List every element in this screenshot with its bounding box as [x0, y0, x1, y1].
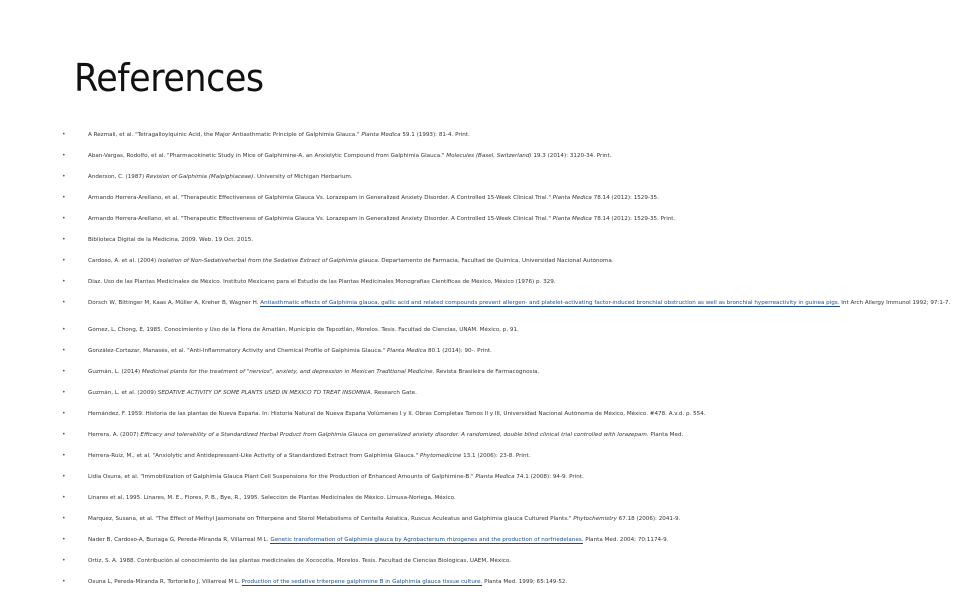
reference-item: [62, 258, 952, 279]
reference-item: [62, 558, 952, 579]
reference-segment: Planta Med. 2004; 70:1174-9.: [583, 537, 669, 543]
reference-text: [88, 327, 519, 333]
reference-segment: Cardoso, A. et al. (2004): [88, 258, 159, 264]
bullet-icon: •: [62, 348, 66, 354]
reference-text: [88, 390, 417, 396]
reference-item: [62, 474, 952, 495]
reference-italic: Planta Medica: [552, 195, 592, 201]
bullet-icon: •: [62, 516, 66, 522]
reference-text: [88, 300, 950, 307]
bullet-icon: •: [62, 216, 66, 222]
bullet-icon: •: [62, 453, 66, 459]
reference-item: [62, 411, 952, 432]
reference-italic: Isolation of Non-Sedativeherbal from the Sedative Extract of Galphimia glauca.: [158, 258, 380, 264]
bullet-icon: •: [62, 495, 66, 501]
reference-list: [62, 132, 952, 600]
reference-segment: Planta Med. 1999; 65:149-52.: [482, 579, 568, 585]
reference-item: [62, 369, 952, 390]
reference-text: [88, 411, 706, 417]
reference-segment: Dorsch W, Bittinger M, Kaas A, Müller A, Kreher B, Wagner H.: [88, 300, 261, 306]
reference-item: [62, 195, 952, 216]
reference-segment: Ortiz, S. A. 1988. Contribución al conocimiento de las plantas medicinales de Xococotla, Morelos. Tesis. Facultad de Ciencias Biológicas, UAEM, México.: [88, 558, 511, 564]
reference-segment: 78.14 (2012): 1529-35. Print.: [591, 216, 676, 222]
reference-text: [88, 174, 353, 180]
reference-segment: 67.18 (2006): 2041-9.: [616, 516, 681, 522]
reference-segment: Armando Herrera-Arellano, et al. "Therapeutic Effectiveness of Galphimia Glauca Vs. Lorazepam in Generalized Anxiety Disorder. A Controlled 15-Week Clinical Trial.": [88, 216, 553, 222]
bullet-icon: •: [62, 132, 66, 138]
reference-italic: Revision of Galphimia (Malpighiaceae).: [145, 174, 256, 180]
reference-link[interactable]: Production of the sedative triterpene galphimine B in Galphimia glauca tissue culture.: [241, 579, 483, 585]
reference-segment: Herrera, A. (2007): [88, 432, 141, 438]
bullet-icon: •: [62, 195, 66, 201]
reference-italic: Molecules (Basel, Switzerland): [446, 153, 532, 159]
reference-segment: González-Cortazar, Manasés, et al. "Anti-Inflammatory Activity and Chemical Profile of Galphimia Glauca.": [88, 348, 388, 354]
reference-segment: Gómez, L, Chong, E, 1985. Conocimiento y Uso de la Flora de Amatlán, Municipio de Tepoztlán, Morelos. Tesis. Facultad de Ciencias, UNAM. México, p. 91.: [88, 327, 519, 333]
reference-italic: Medicinal plants for the treatment of "nervios", anxiety, and depression in Mexican Traditional Medicine.: [141, 369, 435, 375]
reference-text: [88, 258, 614, 264]
reference-item: [62, 132, 952, 153]
reference-segment: Osuna L, Pereda-Miranda R, Tortoriello J, Villarreal M L.: [88, 579, 242, 585]
reference-segment: Guzmán, L. et al. (2009): [88, 390, 158, 396]
reference-segment: Departamento de Farmacia, Facultad de Química, Universidad Nacional Autónoma.: [379, 258, 614, 264]
reference-item: [62, 516, 952, 537]
reference-segment: 13.1 (2006): 23-8. Print.: [461, 453, 531, 459]
reference-italic: Efficacy and tolerability of a Standardized Herbal Product from Galphimia Glauca on generalized anxiety disorder. A randomized, double blind clinical trial controlled with lorazepam.: [140, 432, 649, 438]
reference-item: [62, 174, 952, 195]
reference-link[interactable]: Genetic transformation of Galphimia glauca by Agrobacterium rhizogenes and the production of norfriedelanes.: [270, 537, 584, 543]
reference-item: [62, 495, 952, 516]
bullet-icon: •: [62, 369, 66, 375]
bullet-icon: •: [62, 153, 66, 159]
reference-italic: Planta Medica: [475, 474, 515, 480]
reference-item: [62, 390, 952, 411]
reference-item: [62, 432, 952, 453]
reference-segment: Revista Brasileira de Farmacognosia.: [434, 369, 540, 375]
reference-text: [88, 516, 680, 522]
reference-item: [62, 216, 952, 237]
reference-italic: Phytochemistry: [573, 516, 617, 522]
page-title: References: [74, 56, 264, 100]
reference-item: [62, 327, 952, 348]
reference-item: [62, 453, 952, 474]
bullet-icon: •: [62, 258, 66, 264]
bullet-icon: •: [62, 537, 66, 543]
reference-item: [62, 537, 952, 558]
reference-text: [88, 369, 539, 375]
reference-segment: 19.3 (2014): 3120-34. Print.: [531, 153, 612, 159]
reference-text: [88, 132, 470, 138]
reference-text: [88, 348, 492, 354]
reference-segment: 78.14 (2012): 1529-35.: [591, 195, 659, 201]
reference-italic: Planta Medica: [387, 348, 427, 354]
reference-text: [88, 495, 456, 501]
reference-segment: Biblioteca Digital de la Medicina, 2009. Web. 19 Oct. 2015.: [88, 237, 254, 243]
reference-segment: University of Michigan Herbarium.: [255, 174, 353, 180]
reference-segment: Research Gate.: [372, 390, 417, 396]
reference-item: [62, 300, 952, 327]
reference-text: [88, 237, 253, 243]
reference-segment: Linares et al, 1995. Linares, M. E., Flores, P. B., Bye, R., 1995. Selección de Plantas Medicinales de México. Limusa-Noriega, México.: [88, 495, 456, 501]
reference-segment: Marquez, Susana, et al. "The Effect of Methyl Jasmonate on Triterpene and Sterol Metabolisms of Centella Asiatica, Ruscus Aculeatus and Galphimia glauca Cultured Plants.": [88, 516, 574, 522]
reference-segment: Guzmán, L. (2014): [88, 369, 142, 375]
reference-segment: Lidia Osuna, et al. "Immobilization of Galphimia Glauca Plant Cell Suspensions for the Production of Enhanced Amounts of Galphimine-B.": [88, 474, 476, 480]
reference-italic: Planta Medica: [552, 216, 592, 222]
bullet-icon: •: [62, 327, 66, 333]
reference-segment: Armando Herrera-Arellano, et al. "Therapeutic Effectiveness of Galphimia Glauca Vs. Lorazepam in Generalized Anxiety Disorder. A Controlled 15-Week Clinical Trial.": [88, 195, 553, 201]
bullet-icon: •: [62, 237, 66, 243]
reference-segment: Anderson, C. (1987): [88, 174, 146, 180]
reference-text: [88, 153, 611, 159]
reference-text: [88, 216, 675, 222]
reference-text: [88, 537, 668, 544]
reference-italic: Phytomedicine: [419, 453, 462, 459]
reference-segment: Herrera-Ruiz, M., et al. "Anxiolytic and Antidepressant-Like Activity of a Standardized Extract from Galphimia Glauca.": [88, 453, 420, 459]
bullet-icon: •: [62, 579, 66, 585]
bullet-icon: •: [62, 279, 66, 285]
reference-segment: A Rezmali, et al. "Tetragalloylquinic Acid, the Major Antiasthmatic Principle of Galphimia Glauca.": [88, 132, 362, 138]
reference-text: [88, 195, 659, 201]
reference-segment: Aban-Vargas, Rodolfo, et al. "Pharmacokinetic Study in Mice of Galphimine-A, an Anxiolytic Compound from Galphimia Glauca.": [88, 153, 447, 159]
reference-text: [88, 453, 530, 459]
bullet-icon: •: [62, 300, 66, 306]
reference-link[interactable]: Antiasthmatic effects of Galphimia glauca, gallic acid and related compounds prevent allergen- and platelet-activating factor-induced bronchial obstruction as well as bronchial hyperreactivity in guinea pigs.: [260, 300, 840, 306]
bullet-icon: •: [62, 432, 66, 438]
reference-segment: Planta Med.: [648, 432, 684, 438]
reference-segment: 80.1 (2014): 90-. Print.: [426, 348, 492, 354]
bullet-icon: •: [62, 474, 66, 480]
reference-segment: Díaz. Uso de las Plantas Medicinales de México. Instituto Mexicano para el Estudio de las Plantas Medicinales Monografías Científicas de México, México (1976) p. 329.: [88, 279, 556, 285]
reference-item: [62, 348, 952, 369]
reference-item: [62, 279, 952, 300]
reference-item: [62, 237, 952, 258]
bullet-icon: •: [62, 411, 66, 417]
bullet-icon: •: [62, 390, 66, 396]
reference-item: [62, 153, 952, 174]
reference-text: [88, 474, 584, 480]
reference-segment: 59.1 (1993): 81-4. Print.: [400, 132, 470, 138]
reference-segment: Nader B, Cardoso-A, Buriaga G, Pereda-Miranda R, Villarreal M L.: [88, 537, 271, 543]
reference-text: [88, 279, 556, 285]
reference-item: [62, 579, 952, 600]
reference-segment: 74.1 (2008): 94-9. Print.: [514, 474, 584, 480]
reference-text: [88, 432, 683, 438]
reference-segment: Int Arch Allergy Immunol 1992; 97:1-7.: [839, 300, 951, 306]
reference-text: [88, 579, 567, 586]
bullet-icon: •: [62, 174, 66, 180]
reference-text: [88, 558, 511, 564]
reference-segment: Hernández, F. 1959. Historia de las plantas de Nueva España. In: Historia Natural de Nueva España Volúmenes I y II. Obras Completas Tomos II y III, Universidad Nacional Autónoma de México, México. #478. A.v.d. p. 554.: [88, 411, 706, 417]
reference-italic: Planta Medica: [361, 132, 401, 138]
bullet-icon: •: [62, 558, 66, 564]
reference-italic: SEDATIVE ACTIVITY OF SOME PLANTS USED IN MEXICO TO TREAT INSOMNIA.: [157, 390, 373, 396]
